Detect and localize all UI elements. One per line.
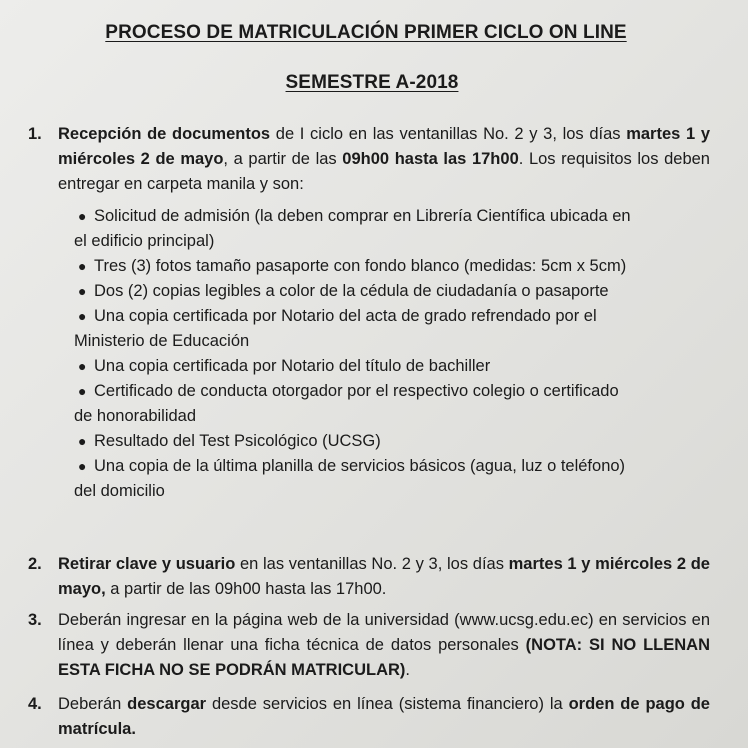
list-number: 3. <box>28 611 42 629</box>
item-text-bold: Recepción de documentos <box>58 125 271 143</box>
requirement-item <box>58 204 710 254</box>
requirement-text: Una copia certificada por Notario del acta de grado refrendado por el <box>94 307 597 325</box>
item-text: , a partir de las <box>223 150 343 168</box>
bullet-icon: ● <box>78 208 87 224</box>
list-item-4 <box>28 692 710 742</box>
requirement-item <box>58 279 710 304</box>
requirement-item <box>58 454 710 504</box>
requirement-item <box>58 379 710 429</box>
requirement-text: Resultado del Test Psicológico (UCSG) <box>94 432 381 450</box>
document-subtitle: SEMESTRE A-2018 <box>285 72 459 93</box>
bullet-icon: ● <box>78 358 87 374</box>
list-item-1 <box>28 122 710 197</box>
list-number: 1. <box>28 125 42 143</box>
requirement-text: Dos (2) copias legibles a color de la cédula de ciudadanía o pasaporte <box>94 282 609 300</box>
item-text: a partir de las 09h00 hasta las 17h00. <box>105 580 387 598</box>
item-text: Deberán ingresar en la página web de la universidad (www.ucsg.edu.ec) en servicios en línea y deberán llenar una ficha técnica de datos personales <box>58 611 710 654</box>
item-text: . Los requisitos los deben entregar en carpeta manila y son: <box>58 150 710 193</box>
list-number: 2. <box>28 555 42 573</box>
requirement-text-cont: el edificio principal) <box>74 232 215 250</box>
requirement-item <box>58 254 710 279</box>
item-text: desde servicios en línea (sistema financiero) la <box>206 695 569 713</box>
list-item-3 <box>28 608 710 683</box>
bullet-icon: ● <box>78 458 87 474</box>
requirement-item <box>58 354 710 379</box>
list-item-2 <box>28 552 710 602</box>
requirement-text-cont: del domicilio <box>74 482 165 500</box>
document-title: PROCESO DE MATRICULACIÓN PRIMER CICLO ON LINE <box>105 22 627 43</box>
item-text: en las ventanillas No. 2 y 3, los días <box>235 555 509 573</box>
item-text: de I ciclo en las ventanillas No. 2 y 3, los días <box>270 125 627 143</box>
item-text: Deberán <box>58 695 128 713</box>
bullet-icon: ● <box>78 258 87 274</box>
item-text-bold: descargar <box>127 695 207 713</box>
requirement-text: Una copia certificada por Notario del título de bachiller <box>94 357 491 375</box>
requirements-list <box>58 204 710 504</box>
bullet-icon: ● <box>78 308 87 324</box>
requirement-item <box>58 429 710 454</box>
item-text-bold: (NOTA: SI NO LLENAN ESTA FICHA NO SE PODRÁN MATRICULAR) <box>58 636 710 679</box>
requirement-text: Tres (3) fotos tamaño pasaporte con fondo blanco (medidas: 5cm x 5cm) <box>94 257 627 275</box>
item-text-bold: martes 1 y miércoles 2 de mayo, <box>58 555 710 598</box>
item-text-bold: orden de pago de matrícula. <box>58 695 710 738</box>
bullet-icon: ● <box>78 433 87 449</box>
bullet-icon: ● <box>78 383 87 399</box>
item-text-bold: martes 1 y miércoles 2 de mayo <box>58 125 710 168</box>
item-text-bold: Retirar clave y usuario <box>58 555 236 573</box>
requirement-item <box>58 304 710 354</box>
list-number: 4. <box>28 695 42 713</box>
item-text-bold: 09h00 hasta las 17h00 <box>342 150 519 168</box>
requirement-text-cont: de honorabilidad <box>74 407 197 425</box>
item-text: . <box>405 661 410 679</box>
requirement-text-cont: Ministerio de Educación <box>74 332 250 350</box>
requirement-text: Una copia de la última planilla de servicios básicos (agua, luz o teléfono) <box>94 457 626 475</box>
requirement-text: Solicitud de admisión (la deben comprar en Librería Científica ubicada en <box>94 207 631 225</box>
requirement-text: Certificado de conducta otorgador por el respectivo colegio o certificado <box>94 382 619 400</box>
bullet-icon: ● <box>78 283 87 299</box>
